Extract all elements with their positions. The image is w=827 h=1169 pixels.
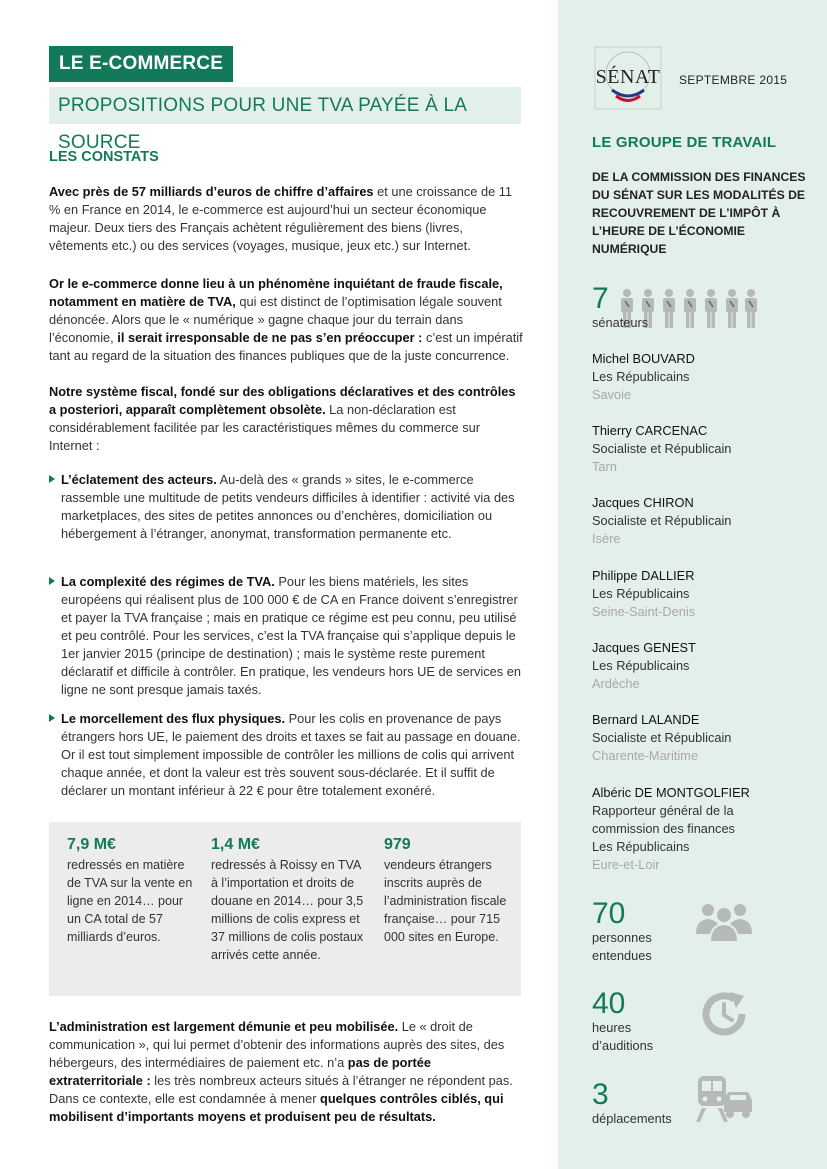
triangle-bullet-icon: [49, 475, 55, 483]
sidebar-subtitle: DE LA COMMISSION DES FINANCES DU SÉNAT SUR LES MODALITÉS DE RECOUVREMENT DE L’IMPÔT À L’HEURE DE L’ÉCONOMIE NUMÉRIQUE: [592, 170, 806, 256]
closing-paragraph: [49, 1018, 525, 1126]
persons-label-1: personnes: [592, 930, 652, 945]
senator-party: Les Républicains: [592, 839, 690, 854]
p2-text-2: c’est un impératif tant au regard de la situation des finances publiques que de la juste concurrence.: [49, 330, 523, 363]
p1-text: et une croissance de 11 % en France en 2014, le e-commerce est aujourd’hui un secteur économique majeur. Deux tiers des Français achètent régulièrement des biens (livres, vêtements etc.) ou des services (voyages, musique, jeux etc.) sur Internet.: [49, 184, 513, 253]
senator-department: Isère: [592, 531, 621, 546]
senator-department: Seine-Saint-Denis: [592, 604, 696, 619]
section-tag: LE E-COMMERCE: [49, 46, 233, 82]
triangle-bullet-icon: [49, 714, 55, 722]
key-figures-box: [49, 822, 521, 996]
senator-party: Socialiste et Républicain: [592, 513, 732, 528]
senat-logo: [594, 46, 662, 110]
hours-label-1: heures: [592, 1020, 632, 1035]
stat-block: [67, 835, 195, 946]
senator-party: Socialiste et Républicain: [592, 730, 732, 745]
senator-entry: [592, 494, 822, 548]
senator-name: Jacques CHIRON: [592, 495, 694, 510]
p2-bold-2: il serait irresponsable de ne pas s’en préoccuper :: [117, 330, 423, 345]
bullet-text: Au-delà des « grands » sites, le e-commerce rassemble une multitude de petits vendeurs difficiles à identifier : activité via des marketplaces, des sites de petites annonces ou d’enchères, domiciliation ou hébergement à l’étranger, anonymat, transformation permanente etc.: [61, 472, 515, 541]
bullet-bold: La complexité des régimes de TVA.: [61, 574, 275, 589]
logo-wordmark: SÉNAT: [595, 66, 661, 88]
senator-party: Socialiste et Républicain: [592, 441, 732, 456]
p3-bold: Notre système fiscal, fondé sur des obligations déclaratives et des contrôles a posteriori, apparaît complètement obsolète.: [49, 384, 516, 417]
senator-entry: [592, 711, 822, 765]
senator-name: Bernard LALANDE: [592, 712, 700, 727]
paragraph-2: [49, 275, 525, 365]
closing-bold-1: L’administration est largement démunie et peu mobilisée.: [49, 1019, 399, 1034]
p3-text: La non-déclaration est considérablement facilitée par les caractéristiques mêmes du commerce sur Internet :: [49, 402, 481, 453]
trips-label: déplacements: [592, 1111, 672, 1126]
senator-department: Eure-et-Loir: [592, 857, 660, 872]
stat-text: vendeurs étrangers inscrits auprès de l’administration fiscale française… pour 715 000 sites en Europe.: [384, 858, 507, 944]
senator-name: Michel BOUVARD: [592, 351, 695, 366]
senator-entry: [592, 567, 822, 621]
trips-count: 3: [592, 1078, 609, 1111]
senator-name: Albéric DE MONTGOLFIER: [592, 785, 750, 800]
train-and-car-icon: [694, 1074, 754, 1131]
closing-bold-3: quelques contrôles ciblés, qui mobilisent d’importants moyens et produisent peu de résultats.: [49, 1091, 504, 1124]
sidebar-title: LE GROUPE DE TRAVAIL: [592, 134, 777, 151]
stat-block: [384, 835, 519, 946]
p2-text-1: qui est distinct de l’optimisation légale souvent dénoncée. Alors que le « numérique » gagne chaque jour du terrain dans l’économie,: [49, 294, 502, 345]
senator-name: Jacques GENEST: [592, 640, 696, 655]
stat-block: [211, 835, 369, 964]
publication-date: SEPTEMBRE 2015: [679, 73, 788, 87]
persons-count: 70: [592, 897, 626, 930]
senator-department: Charente-Maritime: [592, 748, 698, 763]
senator-department: Tarn: [592, 459, 617, 474]
paragraph-1: [49, 183, 525, 255]
page-subtitle: PROPOSITIONS POUR UNE TVA PAYÉE À LA SOURCE: [49, 87, 521, 124]
stat-value: 979: [384, 836, 411, 853]
stat-value: 1,4 M€: [211, 836, 260, 853]
senator-name: Philippe DALLIER: [592, 568, 695, 583]
senator-party: Les Républicains: [592, 586, 690, 601]
senator-name: Thierry CARCENAC: [592, 423, 708, 438]
paragraph-3: [49, 383, 525, 455]
senator-entry: [592, 422, 822, 476]
senator-entry: [592, 350, 822, 404]
senator-department: Savoie: [592, 387, 632, 402]
closing-text-1: Le « droit de communication », qui lui permet d’obtenir des informations auprès des sites, des hébergeurs, des intermédiaires de paiement etc. n’a: [49, 1019, 505, 1070]
bullet-bold: L’éclatement des acteurs.: [61, 472, 217, 487]
senator-entry: [592, 784, 822, 874]
hours-label-2: d’auditions: [592, 1038, 654, 1053]
stat-text: redressés en matière de TVA sur la vente en ligne en 2014… pour un CA total de 57 milliards d’euros.: [67, 858, 193, 944]
hours-count: 40: [592, 987, 626, 1020]
persons-label-2: entendues: [592, 948, 652, 963]
triangle-bullet-icon: [49, 577, 55, 585]
p1-bold: Avec près de 57 milliards d’euros de chiffre d’affaires: [49, 184, 374, 199]
closing-text-2: les très nombreux acteurs situés à l’étranger ne répondent pas. Dans ce contexte, elle est condamnée à mener: [49, 1073, 513, 1106]
senator-role-line-1: Rapporteur général de la: [592, 803, 734, 818]
stat-value: 7,9 M€: [67, 836, 116, 853]
bullet-text: Pour les biens matériels, les sites européens qui réalisent plus de 100 000 € de CA en France doivent s’enregistrer et payer la TVA française ; mais en pratique ce régime est peu connu, peu utilisé et peu contrôlé. Pour les services, c’est la TVA française qui s’applique depuis le 1er janvier 2015 (principe de destination) ; mais le système reste purement déclaratif et difficile à contrôler. En pratique, les vendeurs hors UE de services en ligne ne sont presque jamais taxés.: [61, 574, 521, 697]
senators-label: sénateurs: [592, 315, 649, 330]
senator-entry: [592, 639, 822, 693]
bullet-text: Pour les colis en provenance de pays étrangers hors UE, le paiement des droits et taxes se fait au passage en douane. Or il est tout simplement impossible de contrôler les millions de colis qui arrivent chaque année, et dont la valeur est très souvent sous-déclarée. Et il suffit de déclarer un montant inférieur à 22 € pour être totalement exonéré.: [61, 711, 521, 798]
senator-role-line-2: commission des finances: [592, 821, 735, 836]
sidebar: [558, 0, 827, 1169]
closing-bold-2: pas de portée extraterritoriale :: [49, 1055, 431, 1088]
clock-refresh-icon: [696, 986, 752, 1047]
senator-party: Les Républicains: [592, 658, 690, 673]
bullet-bold: Le morcellement des flux physiques.: [61, 711, 286, 726]
senators-count: 7: [592, 282, 609, 315]
p2-bold-1: Or le e-commerce donne lieu à un phénomène inquiétant de fraude fiscale, notamment en matière de TVA,: [49, 276, 503, 309]
senator-party: Les Républicains: [592, 369, 690, 384]
constats-heading: LES CONSTATS: [49, 149, 159, 165]
stat-text: redressés à Roissy en TVA à l’importation et droits de douane en 2014… pour 3,5 millions de colis express et 37 millions de colis postaux arrivés cette année.: [211, 858, 364, 962]
group-of-people-icon: [694, 900, 754, 947]
senator-department: Ardèche: [592, 676, 640, 691]
